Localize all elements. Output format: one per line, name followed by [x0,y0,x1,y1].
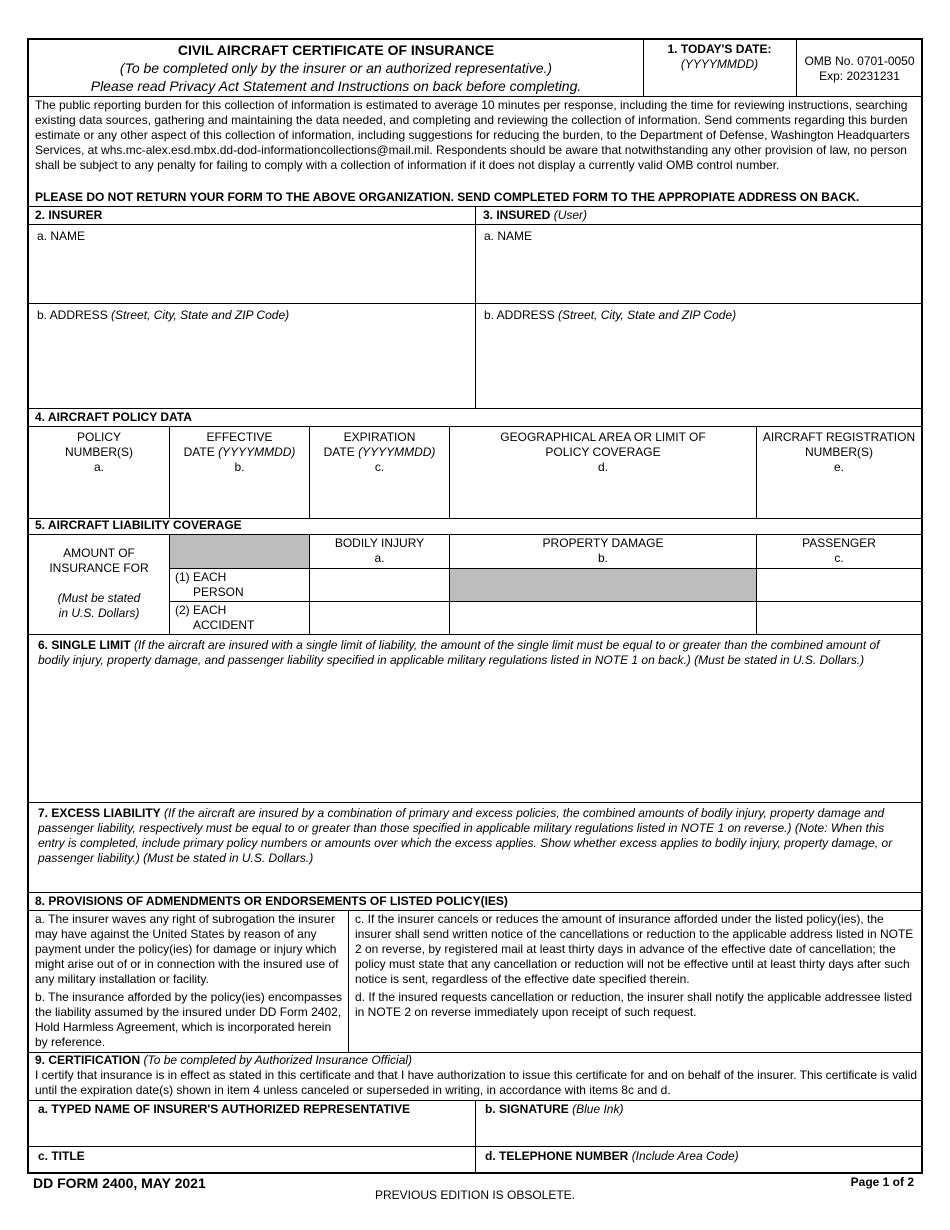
amount-label-2: INSURANCE FOR [49,561,149,575]
provision-a: a. The insurer waves any right of subrogation the insurer may have against the United States by reason of any payment under the policy(ies) for damage or injury which might arise out of or in connection with the insured use of any military installation or facility. [35,912,339,986]
expiration-date-field[interactable] [310,430,449,516]
bodily-injury-header [310,536,449,566]
provision-c: c. If the insurer cancels or reduces the amount of insurance afforded under the listed policy(ies), the insurer shall send written notice of the cancellations or reduction to the applicable address listed in NOTE 2 on reverse, by registered mail at least thirty days in advance of the effective date of cancellation; the policy must state that any cancellation or reduction will not be effective until at least thirty days after such notice is sent, regardless of the effective date specified therein. [355,912,914,986]
effective-date-word: DATE [183,445,215,459]
insurer-name-field[interactable] [29,225,475,303]
form-title-block [29,42,643,95]
policy-number-field[interactable] [29,430,169,516]
property-damage-label: PROPERTY DAMAGE [542,536,664,550]
each-person-label-1: (1) EACH [175,570,227,584]
insurer-name-label: a. NAME [37,229,86,243]
policy-number-label-2: NUMBER(S) [65,445,133,459]
bodily-injury-letter: a. [374,551,385,565]
return-warning: PLEASE DO NOT RETURN YOUR FORM TO THE ABOVE ORGANIZATION. SEND COMPLETED FORM TO THE APPROPIATE ADDRESS ON BACK. [35,190,860,204]
page-number: Page 1 of 2 [850,1175,914,1189]
excess-liability-instructions: (If the aircraft are insured by a combination of primary and excess policies, the combined amounts of bodily injury, property damage and passenger liability, respectively must be equal to or greater than those specified in applicable military regulations listed in NOTE 1 on reverse.) (Note: When this entry is completed, include primary policy numbers or amounts over which the excess applies. Show whether excess applies to bodily injury, property damage, or passenger liability.) (Must be stated in U.S. Dollars.) [38,806,893,865]
geographic-area-field[interactable] [450,430,756,516]
certification-hint: (To be completed by Authorized Insurance Official) [143,1053,413,1067]
typed-name-field[interactable] [29,1102,475,1146]
registration-label-1: AIRCRAFT REGISTRATION [762,430,916,444]
geographic-area-label-1: GEOGRAPHICAL AREA OR LIMIT OF [500,430,706,444]
each-person-label-2: PERSON [193,585,244,599]
insured-heading-hint: (User) [553,208,588,222]
each-accident-label [175,603,309,633]
amount-of-insurance-label [29,546,169,621]
provision-d: d. If the insured requests cancellation or reduction, the insurer shall notify the applicable addressee listed in NOTE 2 on reverse immediately upon receipt of such request. [355,990,912,1019]
policy-number-label-1: POLICY [76,430,121,444]
provision-b: b. The insurance afforded by the policy(ies) encompasses the liability assumed by the insured under DD Form 2402, Hold Harmless Agreement, which is incorporated herein by reference. [35,990,343,1049]
registration-number-field[interactable] [757,430,921,516]
title-label: c. TITLE [38,1149,85,1163]
expiration-date-format: (YYYYMMDD) [358,445,436,459]
excess-liability-field[interactable] [29,804,921,892]
shaded-cell-property-person [450,569,756,601]
property-damage-each-accident-input[interactable] [450,602,756,634]
each-accident-label-2: ACCIDENT [193,618,255,632]
each-accident-label-1: (2) EACH [175,603,227,617]
todays-date-label: 1. TODAY'S DATE: [667,42,772,56]
policy-heading: 4. AIRCRAFT POLICY DATA [35,410,192,424]
effective-date-label-1: EFFECTIVE [206,430,273,444]
signature-field[interactable] [476,1102,921,1146]
bodily-injury-label: BODILY INJURY [334,536,425,550]
effective-date-field[interactable] [170,430,309,516]
form-title: CIVIL AIRCRAFT CERTIFICATE OF INSURANCE [177,42,495,58]
geographic-area-label-2: POLICY COVERAGE [545,445,661,459]
insured-name-field[interactable] [476,225,921,303]
excess-liability-label: 7. EXCESS LIABILITY [38,806,161,820]
effective-date-format: (YYYYMMDD) [218,445,296,459]
property-damage-letter: b. [597,551,608,565]
todays-date-format: (YYYYMMDD) [680,57,759,71]
passenger-label: PASSENGER [802,536,876,550]
expiration-date-label-1: EXPIRATION [343,430,416,444]
certification-heading [35,1053,919,1068]
obsolete-notice: PREVIOUS EDITION IS OBSOLETE. [374,1188,576,1202]
insured-address-hint: (Street, City, State and ZIP Code) [558,308,737,322]
effective-date-label-2 [170,445,309,460]
telephone-label: d. TELEPHONE NUMBER [485,1149,629,1163]
omb-expiration: Exp: 20231231 [819,69,900,83]
bodily-injury-each-person-input[interactable] [310,569,449,601]
single-limit-field[interactable] [29,636,921,802]
typed-name-label: a. TYPED NAME OF INSURER'S AUTHORIZED REPRESENTATIVE [38,1102,410,1116]
signature-hint: (Blue Ink) [572,1102,624,1116]
bodily-injury-each-accident-input[interactable] [310,602,449,634]
expiration-date-letter: c. [374,460,385,474]
passenger-letter: c. [834,551,844,565]
insured-address-field[interactable] [476,304,921,408]
expiration-date-word: DATE [323,445,355,459]
certification-label: 9. CERTIFICATION [35,1053,141,1067]
insurer-address-hint: (Street, City, State and ZIP Code) [111,308,290,322]
single-limit-label: 6. SINGLE LIMIT [38,638,131,652]
form-subtitle-1: (To be completed only by the insurer or an authorized representative.) [119,60,553,76]
insured-heading [483,208,587,223]
amount-label-1: AMOUNT OF [63,546,135,560]
expiration-date-label-2 [310,445,449,460]
registration-letter: e. [833,460,844,474]
telephone-field[interactable] [476,1149,921,1174]
todays-date-field[interactable] [643,42,796,94]
form-subtitle-2: Please read Privacy Act Statement and Instructions on back before completing. [90,78,582,94]
policy-number-letter: a. [93,460,104,474]
omb-number: OMB No. 0701-0050 [804,54,915,68]
insured-name-label: a. NAME [484,229,533,243]
shaded-cell-header [170,535,309,568]
geographic-area-letter: d. [597,460,608,474]
insurer-heading: 2. INSURER [35,208,103,222]
amount-label-3: (Must be stated [57,591,141,605]
effective-date-letter: b. [234,460,245,474]
certificate-form [27,38,923,1174]
registration-label-2: NUMBER(S) [805,445,873,459]
title-field[interactable] [29,1149,475,1174]
passenger-header [757,536,921,566]
certification-statement: I certify that insurance is in effect as stated in this certificate and that I have authorization to issue this certificate for and on behalf of the insurer. This certificate is valid until the expiration date(s) shown in item 4 unless canceled or superseded in writing, in accordance with items 8c and d. [35,1068,918,1097]
burden-statement: The public reporting burden for this collection of information is estimated to average 10 minutes per response, including the time for reviewing instructions, searching existing data sources, gathering and maintaining the data needed, and completing and reviewing the collection of information. Send comments regarding this burden estimate or any other aspect of this collection of information, including suggestions for reducing the burden, to the Department of Defense, Washington Headquarters Services, at whs.mc-alex.esd.mbx.dd-dod-informationcollections@mail.mil. Respondents should be aware that notwithstanding any other provision of law, no person shall be subject to any penalty for failing to comply with a collection of information if it does not display a currently valid OMB control number. [35,98,910,172]
single-limit-instructions: (If the aircraft are insured with a single limit of liability, the amount of the single limit must be equal to or greater than the combined amount of bodily injury, property damage, and passenger liability specified in applicable military regulations listed in NOTE 1 on back.) (Must be stated in U.S. Dollars.) [38,638,880,667]
insured-heading-label: 3. INSURED [483,208,551,222]
insurer-address-label: b. ADDRESS [37,308,108,322]
form-id: DD FORM 2400, MAY 2021 [33,1175,206,1191]
provisions-heading: 8. PROVISIONS OF ADMENDMENTS OR ENDORSEMENTS OF LISTED POLICY(IES) [35,894,508,908]
liability-heading: 5. AIRCRAFT LIABILITY COVERAGE [35,518,242,532]
property-damage-header [450,536,756,566]
each-person-label [175,570,309,600]
insurer-address-field[interactable] [29,304,475,408]
amount-label-4: in U.S. Dollars) [58,606,140,620]
signature-label: b. SIGNATURE [485,1102,569,1116]
passenger-each-accident-input[interactable] [757,602,921,634]
insured-address-label: b. ADDRESS [484,308,555,322]
passenger-each-person-input[interactable] [757,569,921,601]
omb-block [796,54,923,84]
telephone-hint: (Include Area Code) [631,1149,739,1163]
